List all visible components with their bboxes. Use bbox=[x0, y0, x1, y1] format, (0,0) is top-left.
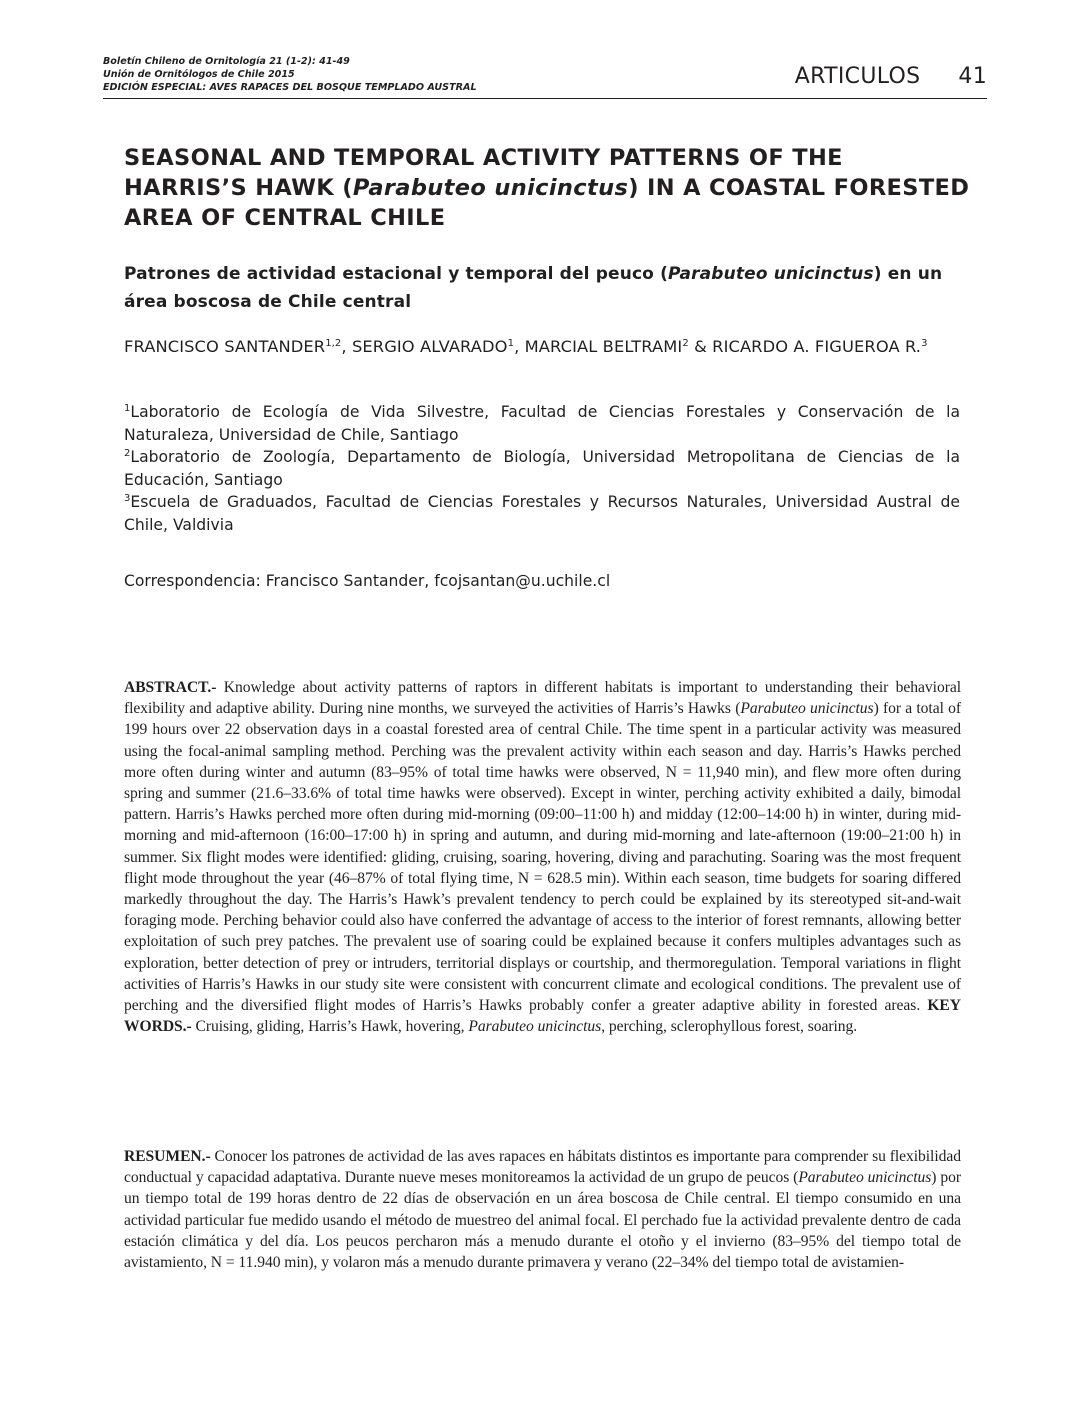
keywords-text-end: , perching, sclerophyllous forest, soaring. bbox=[601, 1018, 858, 1036]
abstract-text: Knowledge about activity patterns of raptors in different habitats is important to understanding their behavioral flexibility and adaptive ability. During nine months, we surveyed the activities of Harris’s Hawks ( bbox=[124, 679, 961, 718]
abstract-text-cont: ) for a total of 199 hours over 22 observation days in a coastal forested area of central Chile. The time spent in a particular activity was measured using the focal-animal sampling method. Perching was the prevalent activity within each season and day. Harris’s Hawks perched more often during winter and autumn (83–95% of total time hawks were observed, N = 11,940 min), and flew more often during spring and summer (21.6–33.6% of total time hawks were observed). Except in winter, perching activity exhibited a daily, bimodal pattern. Harris’s Hawks perched more often during mid-morning (09:00–11:00 h) and midday (12:00–14:00 h) in winter, during mid-morning and mid-afternoon (16:00–17:00 h) in spring and autumn, and during mid-morning and late-afternoon (19:00–21:00 h) in summer. Six flight modes were identified: gliding, cruising, soaring, hovering, diving and parachuting. Soaring was the most frequent flight mode throughout the year (46–87% of total flying time, N = 628.5 min). Within each season, time budgets for soaring differed markedly throughout the day. The Harris’s Hawk’s prevalent tendency to perch could be explained by its stereotyped sit-and-wait foraging mode. Perching behavior could also have conferred the advantage of access to the interior of forest remnants, allowing better exploitation of such prey patches. The prevalent use of soaring could be explained because it confers multiples advantages such as exploration, better detection of prey or intruders, territorial displays or courtship, and thermoregulation. Temporal variations in flight activities of Harris’s Hawks in our study site were consistent with concurrent climate and ecological conditions. The prevalent use of perching and the diversified flight modes of Harris’s Hawks probably confer a greater adaptive ability in forested areas. bbox=[124, 700, 961, 1015]
section-name: ARTICULOS bbox=[794, 64, 921, 89]
affiliation-number: 3 bbox=[124, 493, 131, 504]
author-affiliation-mark: 2 bbox=[682, 338, 689, 349]
resumen-text: Conocer los patrones de actividad de las aves rapaces en hábitats distintos es importante para comprender su flexibilidad conductual y capacidad adaptativa. Durante nueve meses monitoreamos la actividad de un grupo de peucos ( bbox=[124, 1148, 961, 1187]
resumen-text-cont: ) por un tiempo total de 199 horas dentro de 22 días de observación en un área boscosa de Chile central. El tiempo consumido en una actividad particular fue medido usando el método de muestreo del animal focal. El perchado fue la actividad prevalente dentro de cada estación climática y del día. Los peucos percharon más a menudo durante el otoño y el invierno (83–95% del tiempo total de avistamiento, N = 11.940 min), y volaron más a menudo durante primavera y verano (22–34% del tiempo total de avistamien- bbox=[124, 1169, 961, 1272]
author-affiliation-mark: 3 bbox=[921, 338, 928, 349]
abstract-label: ABSTRACT.- bbox=[124, 679, 217, 696]
author-affiliation-mark: 1,2 bbox=[325, 338, 342, 349]
affiliation-item bbox=[124, 401, 960, 446]
author-name: & RICARDO A. FIGUEROA R. bbox=[688, 337, 922, 356]
title-species: Parabuteo unicinctus bbox=[352, 175, 629, 201]
resumen-paragraph bbox=[124, 1146, 961, 1273]
affiliation-text: Escuela de Graduados, Facultad de Ciencias Forestales y Recursos Naturales, Universidad Austral de Chile, Valdivia bbox=[124, 493, 960, 534]
abstract-paragraph bbox=[124, 677, 961, 1037]
keywords-label: KEY WORDS.- bbox=[124, 997, 961, 1036]
subtitle-text-end: ) en un área boscosa de Chile central bbox=[124, 264, 943, 312]
affiliation-item bbox=[124, 446, 960, 491]
title-text: SEASONAL AND TEMPORAL ACTIVITY PATTERNS OF THE HARRIS’S HAWK ( bbox=[124, 145, 843, 201]
keywords-text: Cruising, gliding, Harris’s Hawk, hovering, bbox=[191, 1018, 469, 1036]
resumen-label: RESUMEN.- bbox=[124, 1148, 211, 1165]
author-name: , SERGIO ALVARADO bbox=[341, 337, 508, 356]
header-divider bbox=[103, 98, 987, 99]
resumen-species: Parabuteo unicinctus bbox=[798, 1169, 932, 1187]
author-name: FRANCISCO SANTANDER bbox=[124, 337, 326, 356]
affiliation-item bbox=[124, 491, 960, 536]
article-title bbox=[124, 143, 974, 233]
special-edition-line: EDICIÓN ESPECIAL: AVES RAPACES DEL BOSQUE TEMPLADO AUSTRAL bbox=[103, 82, 477, 93]
author-affiliation-mark: 1 bbox=[507, 338, 515, 349]
subtitle-species: Parabuteo unicinctus bbox=[668, 264, 874, 284]
affiliations bbox=[124, 401, 960, 536]
affiliation-number: 2 bbox=[124, 448, 131, 459]
affiliation-number: 1 bbox=[124, 403, 131, 414]
correspondence: Correspondencia: Francisco Santander, fcojsantan@u.uchile.cl bbox=[124, 572, 611, 590]
title-text-end: ) IN A COASTAL FORESTED AREA OF CENTRAL CHILE bbox=[124, 175, 970, 231]
affiliation-text: Laboratorio de Ecología de Vida Silvestre, Facultad de Ciencias Forestales y Conservación de la Naturaleza, Universidad de Chile, Santiago bbox=[124, 403, 960, 444]
page-number: 41 bbox=[958, 64, 987, 89]
affiliation-text: Laboratorio de Zoología, Departamento de Biología, Universidad Metropolitana de Ciencias de la Educación, Santiago bbox=[124, 448, 960, 489]
article-subtitle bbox=[124, 260, 974, 316]
subtitle-text: Patrones de actividad estacional y temporal del peuco ( bbox=[124, 264, 668, 284]
section-header bbox=[795, 64, 987, 89]
abstract-species: Parabuteo unicinctus bbox=[740, 700, 874, 718]
author-name: , MARCIAL BELTRAMI bbox=[514, 337, 683, 356]
journal-citation-line: Boletín Chileno de Ornitología 21 (1-2): 41-49 bbox=[103, 56, 350, 67]
author-list bbox=[124, 335, 964, 359]
journal-citation bbox=[103, 55, 477, 94]
journal-publisher-line: Unión de Ornitólogos de Chile 2015 bbox=[103, 69, 295, 80]
keywords-species: Parabuteo unicinctus bbox=[468, 1018, 602, 1036]
